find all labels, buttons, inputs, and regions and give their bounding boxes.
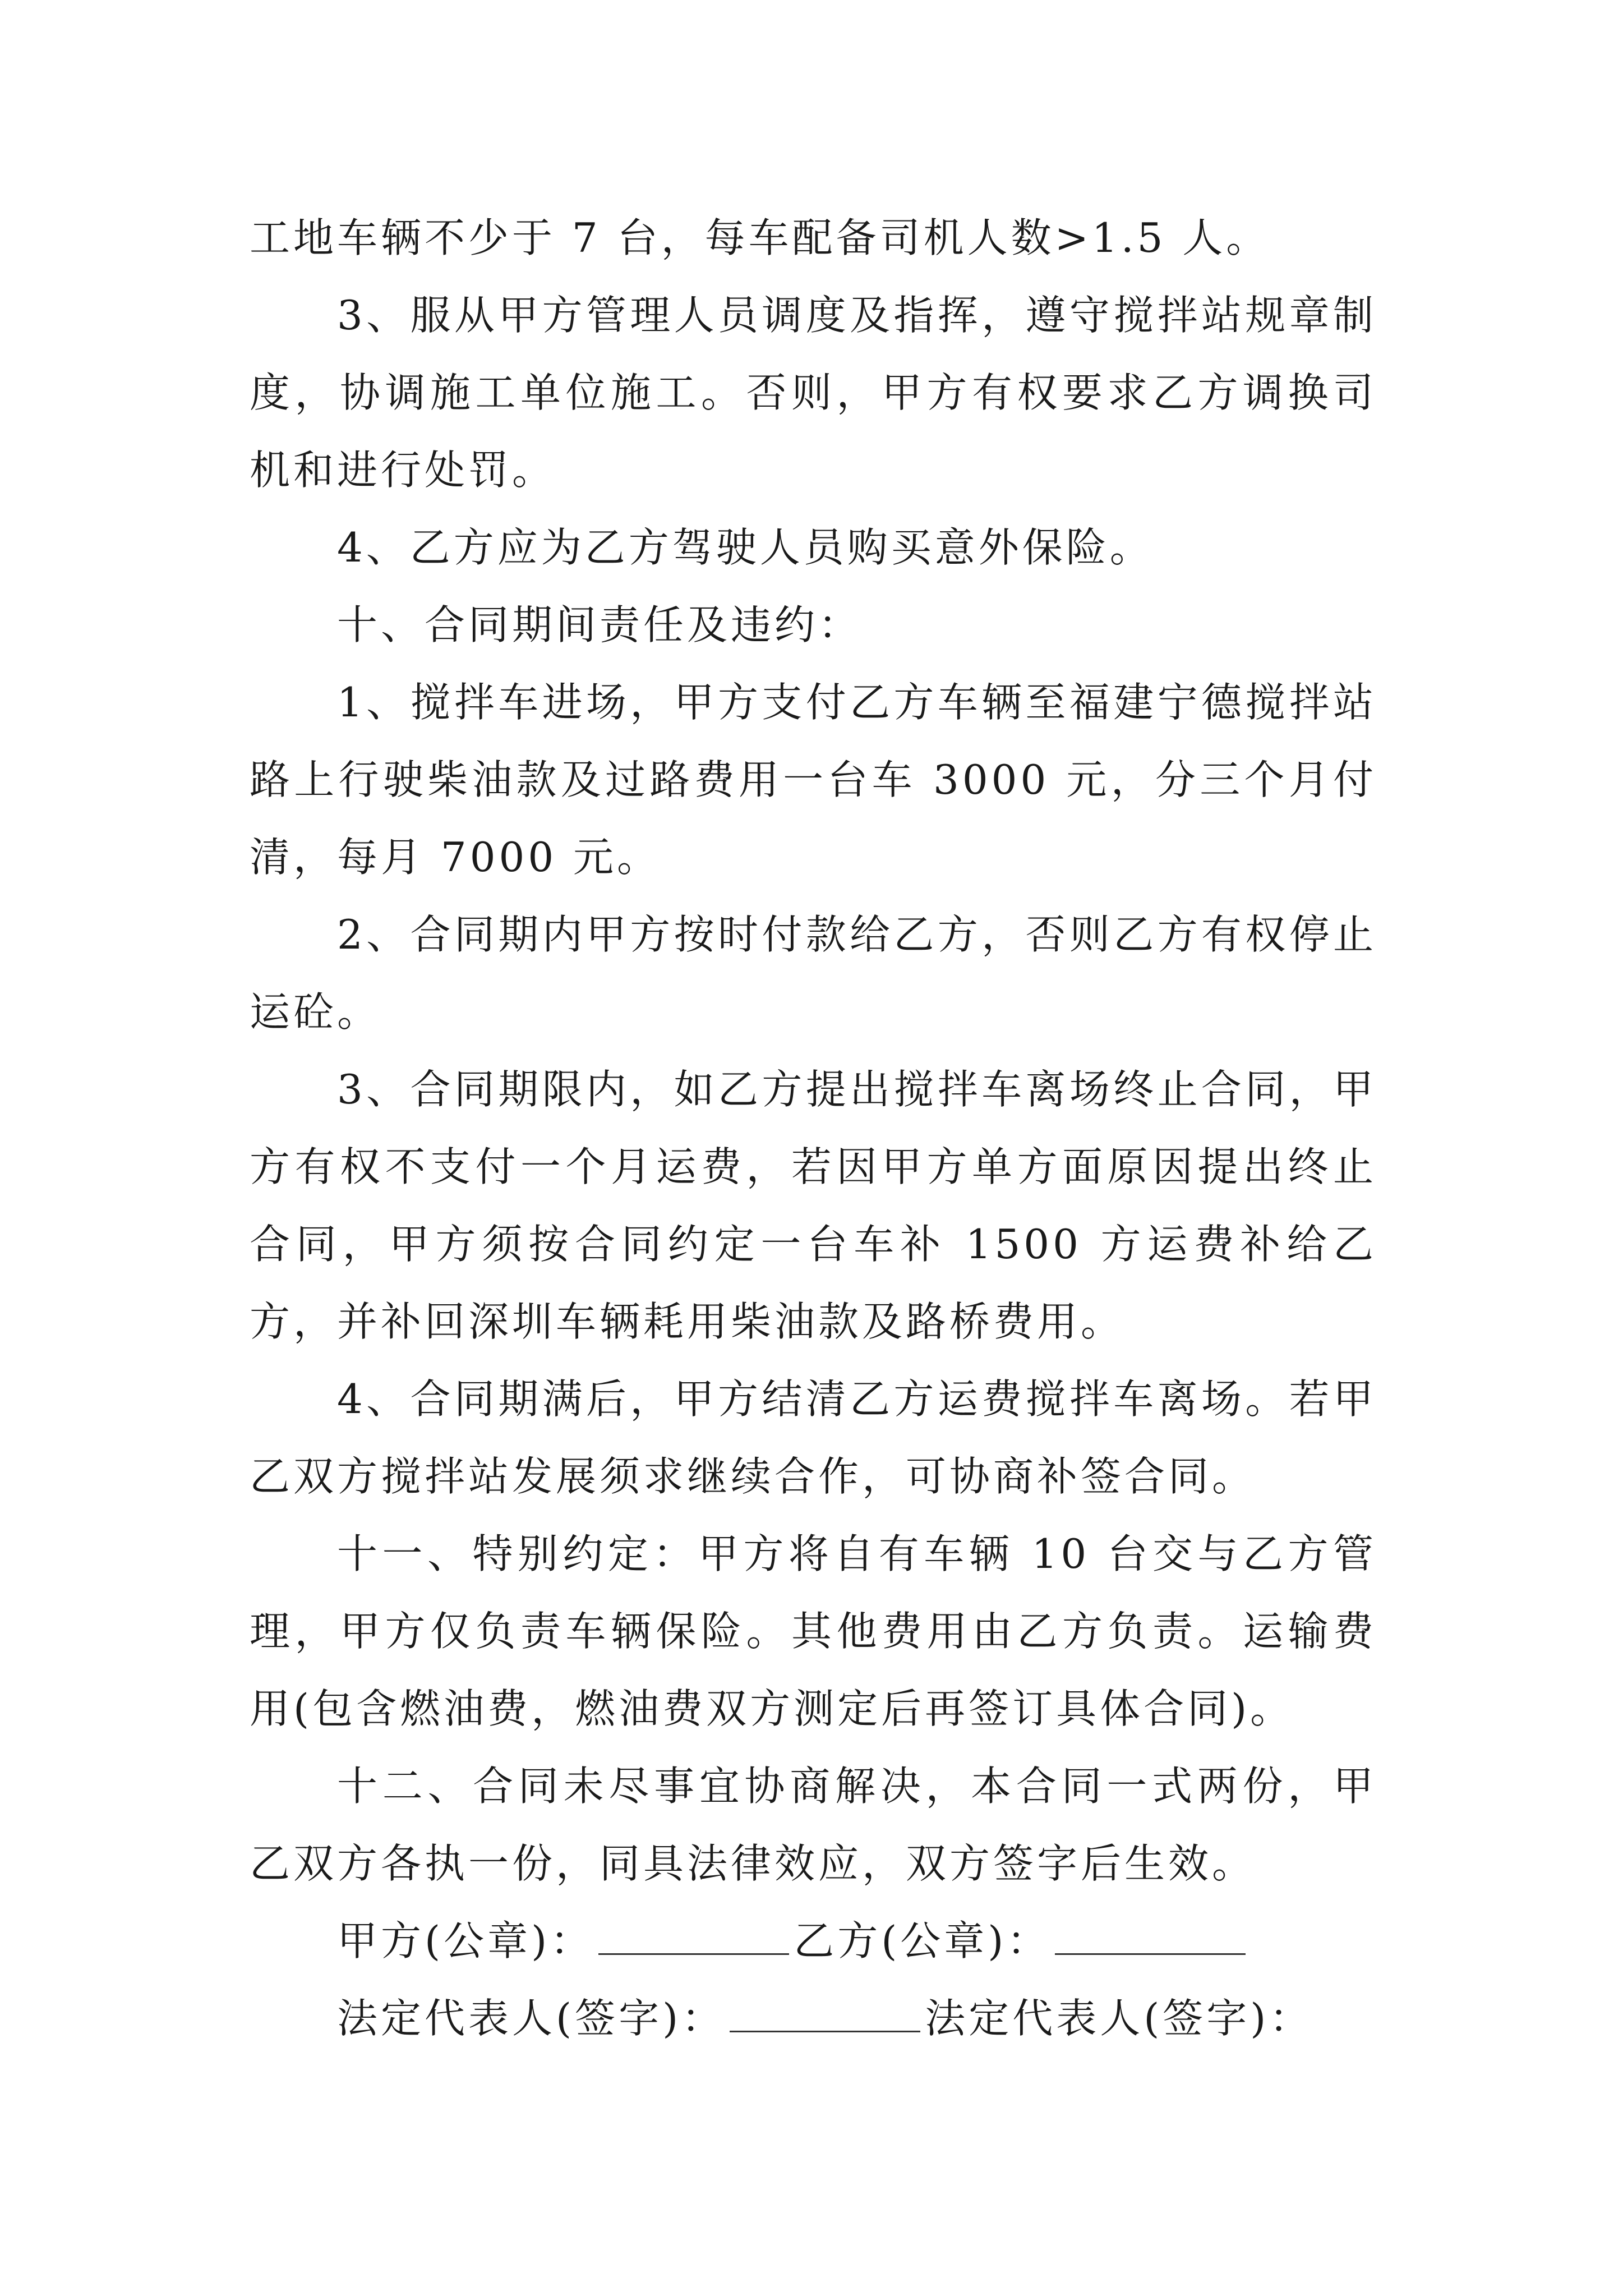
party-b-rep-label: 法定代表人(签字)： <box>925 1995 1313 2042</box>
paragraph-vehicle-requirement: 工地车辆不少于 7 台，每车配备司机人数>1.5 人。 <box>250 214 1270 261</box>
party-a-seal-blank <box>598 1920 789 1955</box>
party-b-seal-label: 乙方(公章)： <box>794 1917 1051 1964</box>
section-heading-ten: 十、合同期间责任及违约： <box>337 601 863 648</box>
signature-seal-line <box>250 1902 1377 1980</box>
signature-rep-line <box>250 1980 1377 2057</box>
paragraph-liability-2: 2、合同期内甲方按时付款给乙方，否则乙方有权停止运砼。 <box>250 911 1377 1036</box>
paragraph-liability-1: 1、搅拌车进场，甲方支付乙方车辆至福建宁德搅拌站路上行驶柴油款及过路费用一台车 3000 元，分三个月付清，每月 7000 元。 <box>250 679 1377 881</box>
party-a-rep-label: 法定代表人(签字)： <box>337 1995 726 2042</box>
paragraph-liability-4: 4、合同期满后，甲方结清乙方运费搅拌车离场。若甲乙双方搅拌站发展须求继续合作，可协商补签合同。 <box>250 1375 1377 1500</box>
section-twelve-misc: 十二、合同未尽事宜协商解决，本合同一式两份，甲乙双方各执一份，同具法律效应，双方签字后生效。 <box>250 1763 1377 1887</box>
party-a-seal-label: 甲方(公章)： <box>337 1917 594 1964</box>
document-body <box>250 199 1377 2057</box>
paragraph-clause-3-management: 3、服从甲方管理人员调度及指挥，遵守搅拌站规章制度，协调施工单位施工。否则，甲方有权要求乙方调换司机和进行处罚。 <box>250 292 1377 494</box>
paragraph-clause-4-insurance: 4、乙方应为乙方驾驶人员购买意外保险。 <box>337 524 1154 571</box>
section-eleven-special-agreement: 十一、特别约定：甲方将自有车辆 10 台交与乙方管理，甲方仅负责车辆保险。其他费用由乙方负责。运输费用(包含燃油费，燃油费双方测定后再签订具体合同)。 <box>250 1530 1377 1732</box>
party-b-seal-blank <box>1055 1920 1246 1955</box>
party-a-rep-blank <box>730 1997 920 2032</box>
paragraph-liability-3: 3、合同期限内，如乙方提出搅拌车离场终止合同，甲方有权不支付一个月运费，若因甲方单方面原因提出终止合同，甲方须按合同约定一台车补 1500 方运费补给乙方，并补回深圳车辆耗用柴油款及路桥费用。 <box>250 1066 1377 1345</box>
